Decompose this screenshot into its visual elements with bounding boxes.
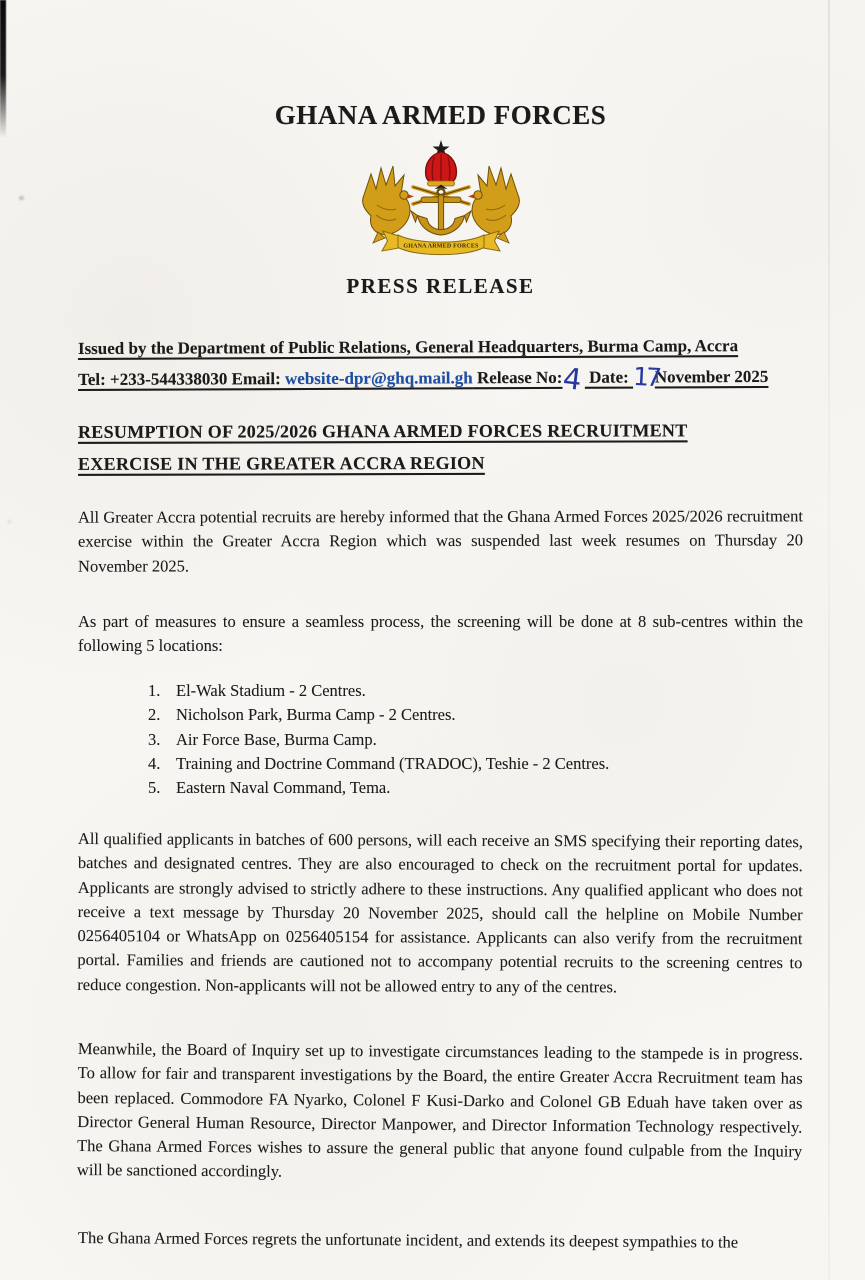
date-month-year: November 2025 xyxy=(654,366,769,387)
paragraph-intro: All Greater Accra potential recruits are hereby informed that the Ghana Armed Forces 2025/2026 recruitment exercise within the Greater Accra Region which was suspended last week resumes on Thursday 20 November 2025. xyxy=(77,506,804,576)
item-text: Nicholson Park, Burma Camp - 2 Centres. xyxy=(176,705,456,725)
scan-edge-artifact xyxy=(0,0,6,138)
date-label: Date: xyxy=(584,367,634,387)
release-no-handwritten: 4 xyxy=(561,360,584,397)
issued-by-line: Issued by the Department of Public Relations, General Headquarters, Burma Camp, Accra xyxy=(77,336,739,359)
list-item xyxy=(148,755,803,773)
paragraph-closing: The Ghana Armed Forces regrets the unfortunate incident, and extends its deepest sympathies to the xyxy=(77,1228,739,1252)
item-number: 1. xyxy=(148,681,161,701)
email-link: website-dpr@ghq.mail.gh xyxy=(284,368,473,389)
scan-crease-line xyxy=(828,0,830,1280)
press-release-title: PRESS RELEASE xyxy=(346,274,535,298)
list-item xyxy=(148,682,803,700)
list-item xyxy=(148,779,803,797)
document-heading: RESUMPTION OF 2025/2026 GHANA ARMED FORCES RECRUITMENT EXERCISE IN THE GREATER ACCRA REGION xyxy=(77,420,688,474)
list-item xyxy=(148,731,803,749)
paragraph-board-of-inquiry: Meanwhile, the Board of Inquiry set up to investigate circumstances leading to the stampede is in progress. To allow for fair and transparent investigations by the Board, the entire Greater Accra Recruitment team has been replaced. Commodore FA Nyarko, Colonel F Kusi-Darko and Colonel GB Eduah have taken over as Director General Human Resource, Director Manpower, and Director Information Technology respectively. The Ghana Armed Forces wishes to assure the general public that anyone found culpable from the Inquiry will be sanctioned accordingly. xyxy=(76,1038,803,1181)
paragraph-sms-instructions: All qualified applicants in batches of 600 persons, will each receive an SMS specifying their reporting dates, batches and designated centres. They are also encouraged to check on the recruitment portal for updates. Applicants are strongly advised to strictly adhere to these instructions. Any qualified applicant who does not receive a text message by Thursday 20 November 2025, should call the helpline on Mobile Number 0256405104 or WhatsApp on 0256405154 for assistance. Applicants can also verify from the recruitment portal. Families and friends are cautioned not to accompany potential recruits to the screening centres to reduce congestion. Non-applicants will not be allowed entry to any of the centres. xyxy=(77,828,803,996)
issued-by-block xyxy=(77,336,803,397)
item-text: Air Force Base, Burma Camp. xyxy=(176,729,377,749)
date-day-handwritten: 17 xyxy=(632,361,660,393)
crest-banner-text: GHANA ARMED FORCES xyxy=(402,243,479,250)
coat-of-arms xyxy=(356,139,526,264)
release-no-label: Release No: xyxy=(472,367,563,388)
contact-line xyxy=(78,360,803,397)
item-text: Training and Doctrine Command (TRADOC), Teshie - 2 Centres. xyxy=(176,753,610,773)
anchor-icon xyxy=(411,189,471,235)
item-number: 4. xyxy=(148,753,161,773)
coat-of-arms-icon xyxy=(356,139,526,259)
tel-email-label: Tel: +233-544338030 Email: xyxy=(78,369,286,389)
item-number: 2. xyxy=(148,705,161,725)
item-text: Eastern Naval Command, Tema. xyxy=(176,777,391,797)
left-eagle-icon xyxy=(362,166,413,243)
item-number: 5. xyxy=(148,777,161,797)
item-number: 3. xyxy=(148,729,161,749)
locations-list xyxy=(78,682,803,797)
right-eagle-icon xyxy=(468,166,519,243)
paragraph-screening: As part of measures to ensure a seamless process, the screening will be done at 8 sub-centres within the following 5 locations: xyxy=(78,611,803,655)
scan-smudge xyxy=(19,196,24,200)
scan-smudge xyxy=(8,520,11,523)
list-item xyxy=(148,706,803,724)
item-text: El-Wak Stadium - 2 Centres. xyxy=(176,681,366,701)
org-title: GHANA ARMED FORCES xyxy=(274,100,607,130)
